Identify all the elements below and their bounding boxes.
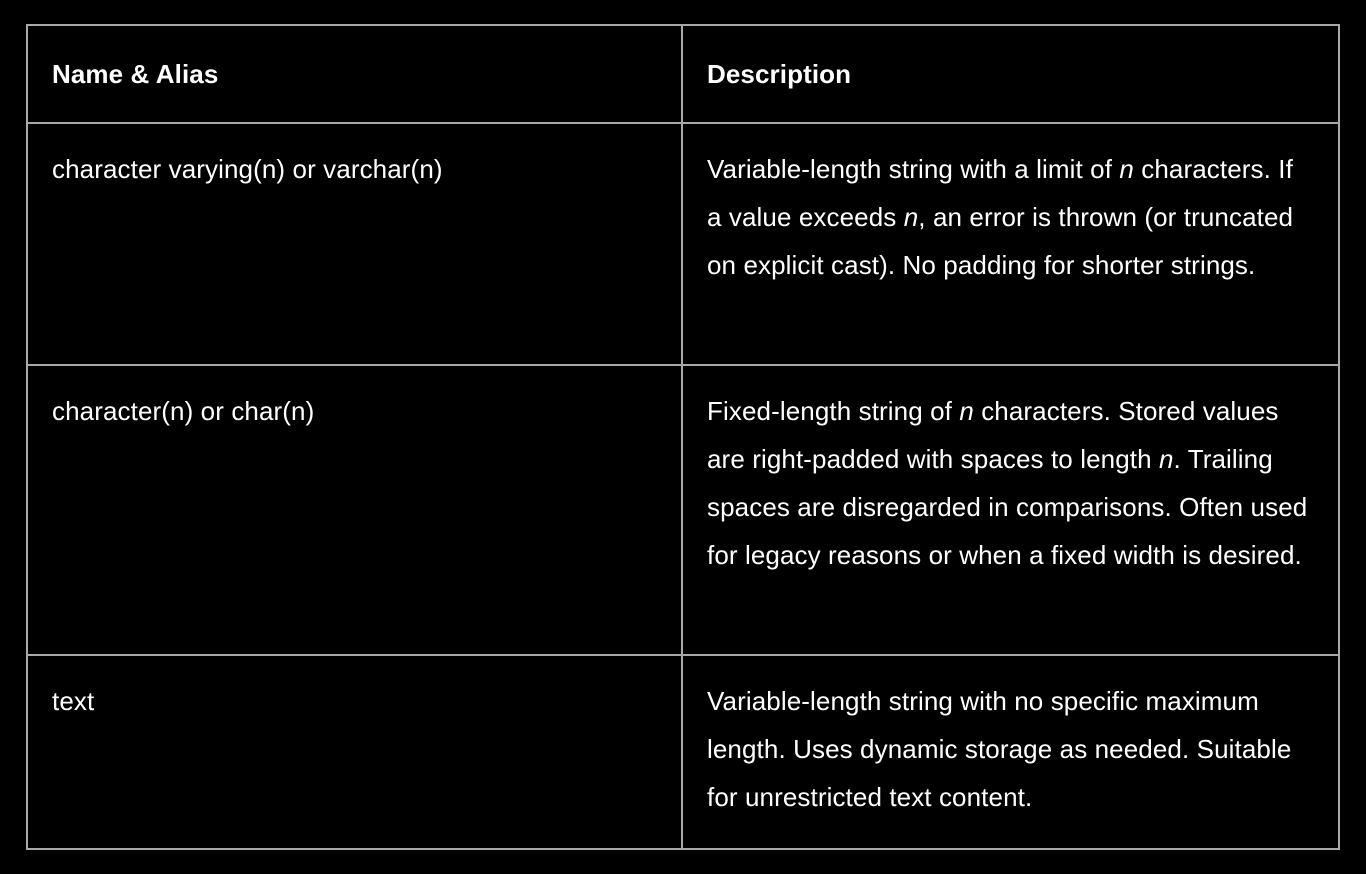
cell-name: text [27,655,682,849]
variable-n: n [959,396,974,426]
description-text: , an error is thrown (or truncated on explicit cast). No padding for shorter strings. [707,202,1294,280]
header-name-alias: Name & Alias [27,25,682,123]
table-row-char [27,365,1339,655]
table-row-varchar [27,123,1339,365]
description-text: Fixed-length string of [707,396,960,426]
cell-name: character varying(n) or varchar(n) [27,123,682,365]
variable-n: n [1158,444,1174,474]
cell-name: character(n) or char(n) [27,365,682,655]
variable-n: n [903,202,919,232]
cell-description [682,655,1339,849]
cell-description [682,365,1339,655]
data-types-table-container [26,24,1338,850]
cell-description [682,123,1339,365]
table-row-text [27,655,1339,849]
description-text: Variable-length string with a limit of [707,154,1120,184]
header-description: Description [682,25,1339,123]
description-text: . Trailing spaces are disregarded in comparisons. Often used for legacy reasons or when a fixed width is desired. [707,444,1308,570]
description-text: Variable-length string with no specific maximum length. Uses dynamic storage as needed. Suitable for unrestricted text content. [707,686,1292,812]
description-text: characters. Stored values are right-padded with spaces to length [707,396,1279,474]
description-text: characters. If a value exceeds [707,154,1293,232]
variable-n: n [1119,154,1134,184]
table-header-row [27,25,1339,123]
string-types-table [26,24,1340,850]
